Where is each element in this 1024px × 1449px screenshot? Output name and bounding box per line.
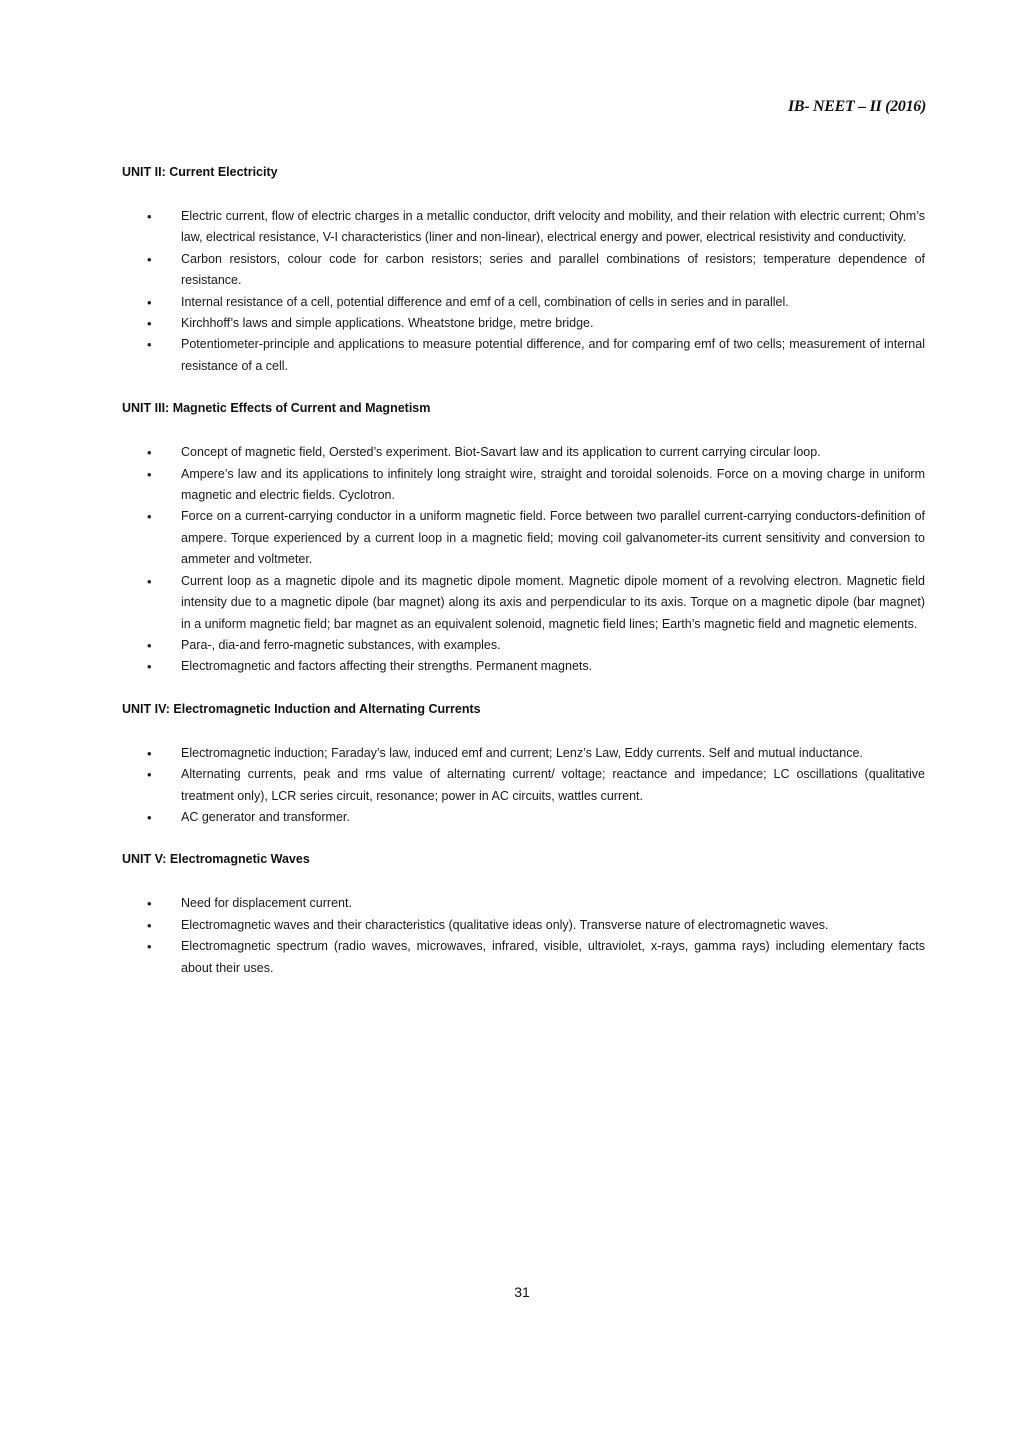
- bullet-icon: •: [147, 466, 152, 482]
- bullet-icon: •: [147, 637, 152, 653]
- topic-item: [122, 313, 925, 334]
- topic-item: [122, 464, 925, 507]
- topic-item: [122, 893, 925, 914]
- topic-item: [122, 743, 925, 764]
- document-body: [122, 163, 925, 1001]
- page-header: IB- NEET – II (2016): [787, 98, 926, 115]
- unit-heading: UNIT III: Magnetic Effects of Current and Magnetism: [122, 401, 431, 416]
- topic-list: [122, 442, 925, 677]
- unit-heading: UNIT V: Electromagnetic Waves: [122, 852, 310, 867]
- topic-text: Kirchhoff’s laws and simple applications. Wheatstone bridge, metre bridge.: [181, 316, 594, 331]
- topic-text: AC generator and transformer.: [181, 809, 350, 824]
- bullet-icon: •: [147, 659, 152, 675]
- bullet-icon: •: [147, 251, 152, 267]
- bullet-icon: •: [147, 767, 152, 783]
- topic-text: Para-, dia-and ferro-magnetic substances, with examples.: [181, 637, 501, 652]
- topic-text: Current loop as a magnetic dipole and its magnetic dipole moment. Magnetic dipole moment of a revolving electron. Magnetic field intensity due to a magnetic dipole (bar magnet) along its axis and perpendicular to its axis. Torque on a magnetic dipole (bar magnet) in a uniform magnetic field; bar magnet as an equivalent solenoid, magnetic field lines; Earth’s magnetic field and magnetic elements.: [181, 573, 925, 631]
- page-number: 31: [514, 1284, 530, 1300]
- topic-list: [122, 743, 925, 829]
- topic-item: [122, 249, 925, 292]
- topic-text: Ampere’s law and its applications to infinitely long straight wire, straight and toroidal solenoids. Force on a moving charge in uniform magnetic and electric fields. Cyclotron.: [181, 466, 925, 503]
- unit-section: [122, 700, 925, 829]
- bullet-icon: •: [147, 209, 152, 224]
- topic-item: [122, 506, 925, 570]
- topic-item: [122, 571, 925, 635]
- topic-item: [122, 635, 925, 656]
- bullet-icon: •: [147, 573, 152, 589]
- bullet-icon: •: [147, 917, 152, 933]
- topic-text: Electric current, flow of electric charges in a metallic conductor, drift velocity and mobility, and their relation with electric current; Ohm’s law, electrical resistance, V-I characteristics (liner and non-linear), electrical energy and power, electrical resistivity and conductivity.: [181, 209, 925, 245]
- topic-text: Electromagnetic spectrum (radio waves, microwaves, infrared, visible, ultraviolet, x-rays, gamma rays) including elementary facts about their uses.: [181, 939, 925, 975]
- topic-item: [122, 936, 925, 979]
- topic-text: Alternating currents, peak and rms value of alternating current/ voltage; reactance and impedance; LC oscillations (qualitative treatment only), LCR series circuit, resonance; power in AC circuits, wattles current.: [181, 767, 925, 803]
- topic-text: Carbon resistors, colour code for carbon resistors; series and parallel combinations of resistors; temperature dependence of resistance.: [181, 251, 925, 288]
- unit-section: [122, 163, 925, 377]
- bullet-icon: •: [147, 316, 152, 332]
- bullet-icon: •: [147, 896, 152, 912]
- unit-section: [122, 399, 925, 677]
- topic-text: Force on a current-carrying conductor in a uniform magnetic field. Force between two parallel current-carrying conductors-definition of ampere. Torque experienced by a current loop in a magnetic field; moving coil galvanometer-its current sensitivity and conversion to ammeter and voltmeter.: [181, 509, 925, 567]
- topic-text: Electromagnetic induction; Faraday’s law, induced emf and current; Lenz’s Law, Eddy currents. Self and mutual inductance.: [181, 745, 863, 760]
- topic-item: [122, 206, 925, 249]
- topic-item: [122, 292, 925, 313]
- topic-text: Electromagnetic waves and their characteristics (qualitative ideas only). Transverse nature of electromagnetic waves.: [181, 917, 829, 932]
- bullet-icon: •: [147, 294, 152, 310]
- topic-text: Need for displacement current.: [181, 896, 352, 911]
- topic-item: [122, 764, 925, 807]
- bullet-icon: •: [147, 939, 152, 955]
- bullet-icon: •: [147, 745, 152, 761]
- topic-item: [122, 442, 925, 463]
- bullet-icon: •: [147, 809, 152, 825]
- topic-text: Electromagnetic and factors affecting their strengths. Permanent magnets.: [181, 659, 593, 674]
- topic-text: Internal resistance of a cell, potential difference and emf of a cell, combination of cells in series and in parallel.: [181, 294, 789, 309]
- bullet-icon: •: [147, 337, 152, 353]
- topic-text: Potentiometer-principle and applications to measure potential difference, and for comparing emf of two cells; measurement of internal resistance of a cell.: [181, 337, 925, 373]
- bullet-icon: •: [147, 509, 152, 525]
- unit-heading: UNIT IV: Electromagnetic Induction and Alternating Currents: [122, 701, 481, 716]
- topic-text: Concept of magnetic field, Oersted’s experiment. Biot-Savart law and its application to current carrying circular loop.: [181, 445, 821, 460]
- unit-heading: UNIT II: Current Electricity: [122, 165, 278, 179]
- topic-list: [122, 893, 925, 979]
- topic-item: [122, 915, 925, 936]
- topic-item: [122, 807, 925, 828]
- topic-item: [122, 334, 925, 377]
- topic-list: [122, 206, 925, 377]
- unit-section: [122, 850, 925, 979]
- topic-item: [122, 656, 925, 677]
- bullet-icon: •: [147, 445, 152, 461]
